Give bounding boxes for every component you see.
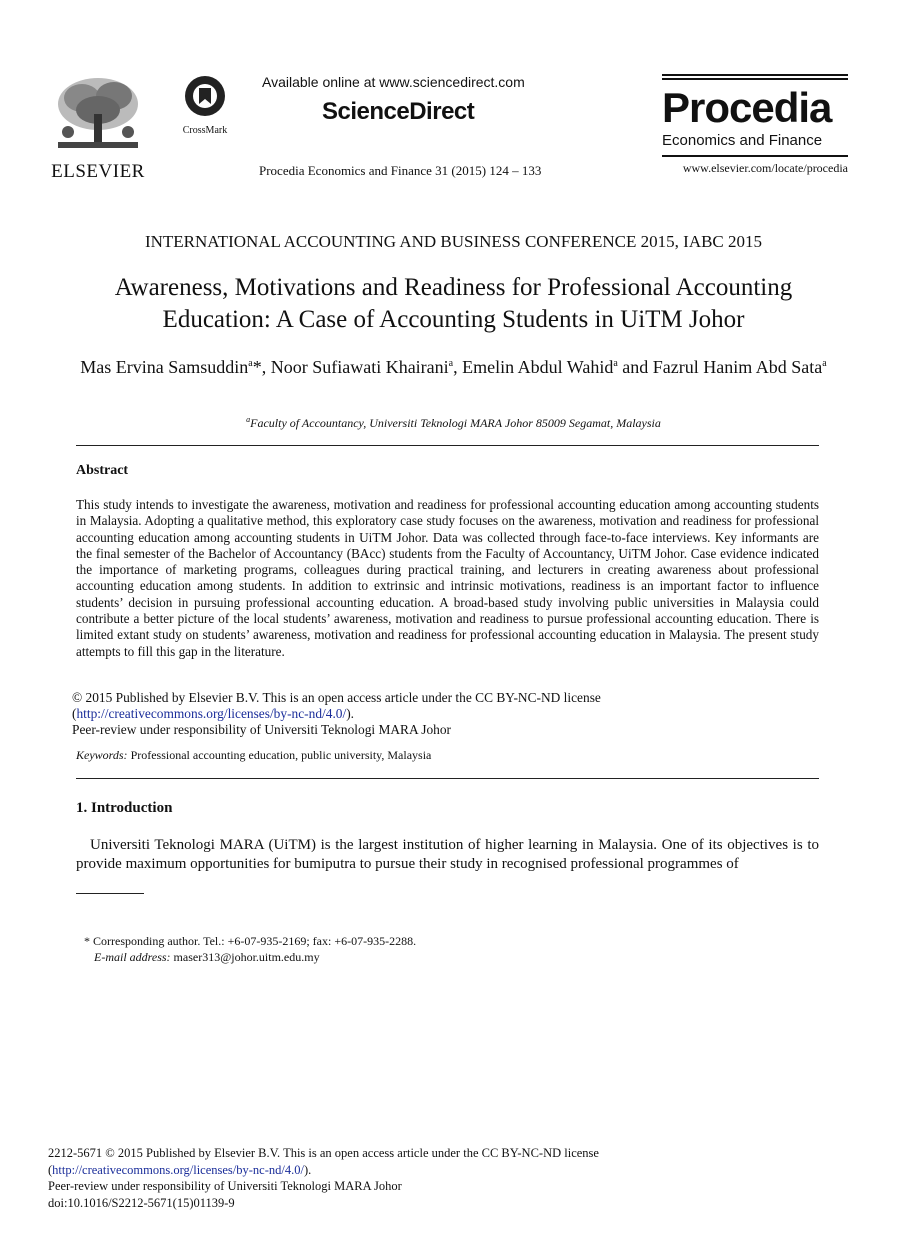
peer-review-line: Peer-review under responsibility of Universiti Teknologi MARA Johor bbox=[72, 722, 452, 737]
affiliation-mark: a bbox=[246, 415, 251, 424]
elsevier-tree-icon bbox=[52, 74, 144, 154]
copyright-line: © 2015 Published by Elsevier B.V. This is an open access article under the CC BY-NC-ND license bbox=[72, 690, 601, 705]
author-affiliation-mark: a bbox=[248, 358, 253, 369]
license-block bbox=[72, 690, 601, 738]
elsevier-wordmark: ELSEVIER bbox=[51, 161, 145, 182]
license-line: (http://creativecommons.org/licenses/by-nc-nd/4.0/). bbox=[72, 706, 355, 721]
crossmark-badge[interactable] bbox=[172, 74, 238, 136]
footer-peer-review: Peer-review under responsibility of Universiti Teknologi MARA Johor bbox=[48, 1179, 402, 1193]
doi[interactable]: doi:10.1016/S2212-5671(15)01139-9 bbox=[48, 1195, 235, 1210]
footnote-rule bbox=[76, 893, 144, 894]
abstract-text: This study intends to investigate the awareness, motivation and readiness for professional accounting education among accounting students in Malaysia. Adopting a qualitative method, this exploratory case study focuses on the awareness, motivation and readiness for professional accounting education among accounting students in UiTM Johor. Data was collected through face-to-face interviews. Key informants are the final semester of the Bachelor of Accountancy (BAcc) students from the Faculty of Accountancy, UiTM Johor. Case evidence indicated the importance of marketing programs, colleagues during practical training, and lecturers in creating awareness about professional accounting education among students. In addition to extrinsic and intrinsic motivations, readiness is an important factor to influence students’ decision in pursuing professional accounting education. A broad-based study involving public universities in Malaysia could contribute a better picture of the local students’ awareness, motivation and readiness to pursue professional accounting education. There is limited extant study on students’ awareness, motivation and readiness for professional accounting education in Malaysia. The present study attempts to fill this gap in the literature. bbox=[76, 497, 819, 659]
section-heading: 1. Introduction bbox=[76, 800, 173, 816]
introduction-text: Universiti Teknologi MARA (UiTM) is the largest institution of higher learning in Malaysia. One of its objectives is to provide maximum opportunities for bumiputra to pursue their study in recognised professional programmes of bbox=[76, 837, 819, 872]
keywords bbox=[76, 748, 431, 763]
license-link[interactable]: http://creativecommons.org/licenses/by-nc-nd/4.0/ bbox=[76, 706, 347, 721]
procedia-journal-logo bbox=[662, 74, 848, 176]
crossmark-icon bbox=[183, 74, 227, 118]
crossmark-label: CrossMark bbox=[182, 125, 228, 136]
journal-reference: Procedia Economics and Finance 31 (2015) 124 – 133 bbox=[259, 163, 542, 178]
author-name: Noor Sufiawati Khairani bbox=[270, 357, 449, 377]
sciencedirect-logo: ScienceDirect bbox=[322, 98, 475, 125]
affiliation-text: Faculty of Accountancy, Universiti Teknologi MARA Johor 85009 Segamat, Malaysia bbox=[250, 416, 661, 430]
corresponding-author: * Corresponding author. Tel.: +6-07-935-2169; fax: +6-07-935-2288. bbox=[84, 934, 417, 948]
abstract-heading: Abstract bbox=[76, 463, 129, 478]
logo-rule bbox=[662, 155, 848, 157]
email-label: E-mail address: bbox=[94, 950, 171, 964]
author-name: Fazrul Hanim Abd Sata bbox=[652, 357, 823, 377]
page-footer bbox=[48, 1145, 599, 1211]
author-separator: and bbox=[617, 357, 653, 377]
logo-rule bbox=[662, 78, 848, 80]
corresponding-mark: * bbox=[252, 357, 262, 377]
affiliation bbox=[0, 415, 907, 431]
paper-title bbox=[60, 272, 847, 336]
author-name: Emelin Abdul Wahid bbox=[462, 357, 614, 377]
email-line bbox=[84, 949, 416, 965]
procedia-name: Procedia bbox=[662, 84, 832, 131]
elsevier-logo bbox=[48, 74, 148, 182]
author-separator: , bbox=[261, 357, 271, 377]
divider bbox=[76, 445, 819, 446]
author-affiliation-mark: a bbox=[448, 358, 454, 369]
title-line: Awareness, Motivations and Readiness for Professional Accounting bbox=[114, 274, 793, 301]
author-name: Mas Ervina Samsuddin bbox=[80, 357, 249, 377]
available-online-text: Available online at www.sciencedirect.com bbox=[262, 74, 525, 90]
author-affiliation-mark: a bbox=[822, 358, 827, 369]
email-address[interactable]: maser313@johor.uitm.edu.my bbox=[173, 950, 320, 964]
issn-line: 2212-5671 © 2015 Published by Elsevier B.V. This is an open access article under the CC BY-NC-ND license bbox=[48, 1146, 599, 1160]
keywords-label: Keywords: bbox=[76, 748, 128, 762]
keywords-text: Professional accounting education, public university, Malaysia bbox=[130, 748, 432, 762]
footnote bbox=[84, 933, 416, 965]
journal-url-link[interactable]: www.elsevier.com/locate/procedia bbox=[682, 161, 848, 175]
procedia-subtitle: Economics and Finance bbox=[662, 132, 823, 149]
footer-license-line: (http://creativecommons.org/licenses/by-nc-nd/4.0/). bbox=[48, 1162, 312, 1177]
author-affiliation-mark: a bbox=[613, 358, 618, 369]
divider bbox=[76, 778, 819, 779]
conference-name: INTERNATIONAL ACCOUNTING AND BUSINESS CONFERENCE 2015, IABC 2015 bbox=[144, 232, 763, 251]
author-separator: , bbox=[453, 357, 463, 377]
logo-rule bbox=[662, 74, 848, 76]
footer-license-link[interactable]: http://creativecommons.org/licenses/by-nc-nd/4.0/ bbox=[52, 1162, 304, 1177]
author-list bbox=[70, 352, 837, 379]
title-line: Education: A Case of Accounting Students in UiTM Johor bbox=[162, 306, 745, 333]
